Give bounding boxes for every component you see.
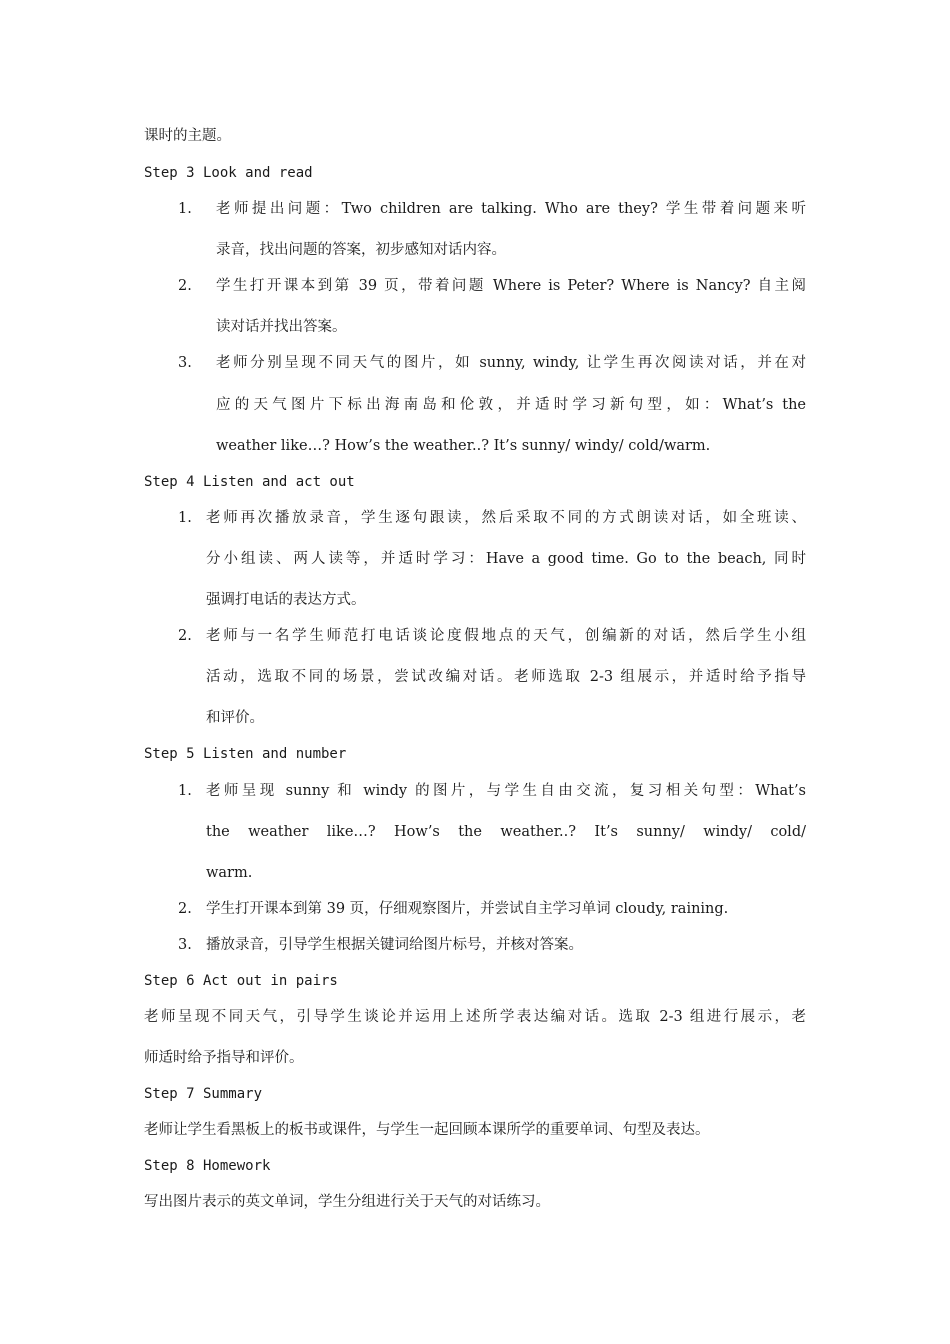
step3-item1-line1: 老师提出问题：Two children are talking. Who are they? 学生带着问题来听 bbox=[216, 201, 806, 217]
step4-item2-number: 2. bbox=[178, 628, 192, 644]
step5-item3-line1: 播放录音，引导学生根据关键词给图片标号，并核对答案。 bbox=[206, 937, 583, 953]
step5-item1-line1: 老师呈现 sunny 和 windy 的图片，与学生自由交流，复习相关句型：What’s bbox=[206, 783, 806, 799]
step5-item2-number: 2. bbox=[178, 901, 192, 917]
step4-item1-number: 1. bbox=[178, 510, 192, 526]
step3-item2-number: 2. bbox=[178, 278, 192, 294]
step6-line1: 老师呈现不同天气，引导学生谈论并运用上述所学表达编对话。选取 2-3 组进行展示，老 bbox=[144, 1009, 806, 1025]
step3-item2-line2: 读对话并找出答案。 bbox=[216, 319, 347, 335]
step3-item3-line3: weather like…? How’s the weather..? It’s sunny/ windy/ cold/warm. bbox=[216, 438, 711, 454]
step4-heading: Step 4 Listen and act out bbox=[144, 474, 355, 490]
step5-item3-number: 3. bbox=[178, 937, 192, 953]
step6-heading: Step 6 Act out in pairs bbox=[144, 973, 338, 989]
step7-line1: 老师让学生看黑板上的板书或课件，与学生一起回顾本课所学的重要单词、句型及表达。 bbox=[144, 1122, 710, 1138]
step8-line1: 写出图片表示的英文单词，学生分组进行关于天气的对话练习。 bbox=[144, 1194, 550, 1210]
step4-item2-line2: 活动，选取不同的场景，尝试改编对话。老师选取 2-3 组展示，并适时给予指导 bbox=[206, 669, 806, 685]
step4-item1-line3: 强调打电话的表达方式。 bbox=[206, 592, 366, 608]
step4-item1-line2: 分小组读、两人读等，并适时学习：Have a good time. Go to the beach, 同时 bbox=[206, 551, 806, 567]
step4-item2-line3: 和评价。 bbox=[206, 710, 264, 726]
step3-item3-line2: 应的天气图片下标出海南岛和伦敦，并适时学习新句型，如：What’s the bbox=[216, 397, 806, 413]
step4-item1-line1: 老师再次播放录音，学生逐句跟读，然后采取不同的方式朗读对话，如全班读、 bbox=[206, 510, 806, 526]
step7-heading: Step 7 Summary bbox=[144, 1086, 263, 1102]
step5-item2-line1: 学生打开课本到第 39 页，仔细观察图片，并尝试自主学习单词 cloudy, raining. bbox=[206, 901, 729, 917]
step5-item1-line2: the weather like…? How’s the weather..? It’s sunny/ windy/ cold/ bbox=[206, 824, 806, 840]
step3-item1-line2: 录音，找出问题的答案，初步感知对话内容。 bbox=[216, 242, 506, 258]
step5-item1-number: 1. bbox=[178, 783, 192, 799]
intro-tail-text: 课时的主题。 bbox=[144, 128, 231, 144]
step3-heading: Step 3 Look and read bbox=[144, 165, 313, 181]
step3-item3-line1: 老师分别呈现不同天气的图片，如 sunny, windy, 让学生再次阅读对话，并在对 bbox=[216, 355, 806, 371]
step4-item2-line1: 老师与一名学生师范打电话谈论度假地点的天气，创编新的对话，然后学生小组 bbox=[206, 628, 806, 644]
step6-line2: 师适时给予指导和评价。 bbox=[144, 1050, 304, 1066]
step3-item2-line1: 学生打开课本到第 39 页，带着问题 Where is Peter? Where is Nancy? 自主阅 bbox=[216, 278, 806, 294]
step8-heading: Step 8 Homework bbox=[144, 1158, 271, 1174]
step3-item1-number: 1. bbox=[178, 201, 192, 217]
step5-heading: Step 5 Listen and number bbox=[144, 746, 347, 762]
step5-item1-line3: warm. bbox=[206, 865, 253, 881]
step3-item3-number: 3. bbox=[178, 355, 192, 371]
